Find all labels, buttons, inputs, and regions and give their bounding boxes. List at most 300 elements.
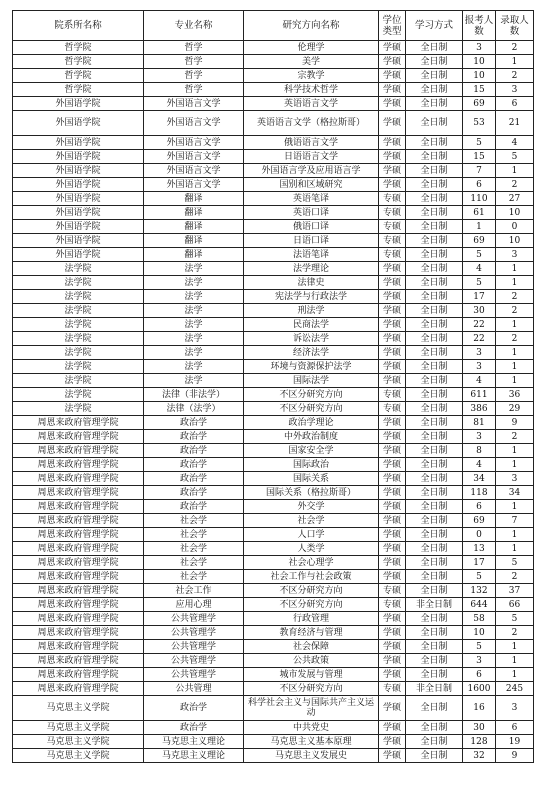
cell-department: 周恩来政府管理学院 xyxy=(13,682,144,696)
cell-applicants: 69 xyxy=(463,234,496,248)
cell-research-direction: 英语语言文学 xyxy=(244,97,379,111)
cell-major: 社会学 xyxy=(144,556,244,570)
cell-research-direction: 中外政治制度 xyxy=(244,430,379,444)
cell-research-direction: 经济法学 xyxy=(244,346,379,360)
table-row xyxy=(13,444,534,458)
cell-applicants: 128 xyxy=(463,735,496,749)
cell-applicants: 5 xyxy=(463,136,496,150)
table-row xyxy=(13,178,534,192)
cell-study-mode: 全日制 xyxy=(406,318,463,332)
cell-admitted: 2 xyxy=(496,41,534,55)
cell-major: 哲学 xyxy=(144,83,244,97)
cell-department: 周恩来政府管理学院 xyxy=(13,458,144,472)
table-row xyxy=(13,346,534,360)
cell-degree-type: 学硕 xyxy=(379,83,406,97)
cell-major: 公共管理学 xyxy=(144,668,244,682)
cell-applicants: 5 xyxy=(463,276,496,290)
cell-study-mode: 全日制 xyxy=(406,55,463,69)
cell-major: 马克思主义理论 xyxy=(144,749,244,763)
cell-admitted: 2 xyxy=(496,332,534,346)
cell-research-direction: 不区分研究方向 xyxy=(244,682,379,696)
cell-department: 外国语学院 xyxy=(13,248,144,262)
cell-applicants: 22 xyxy=(463,318,496,332)
cell-major: 法学 xyxy=(144,360,244,374)
cell-degree-type: 学硕 xyxy=(379,55,406,69)
cell-applicants: 4 xyxy=(463,262,496,276)
cell-degree-type: 学硕 xyxy=(379,749,406,763)
cell-applicants: 1600 xyxy=(463,682,496,696)
cell-applicants: 16 xyxy=(463,696,496,721)
cell-admitted: 1 xyxy=(496,458,534,472)
table-row xyxy=(13,472,534,486)
cell-major: 哲学 xyxy=(144,55,244,69)
table-row xyxy=(13,500,534,514)
cell-degree-type: 学硕 xyxy=(379,458,406,472)
cell-degree-type: 学硕 xyxy=(379,416,406,430)
cell-degree-type: 学硕 xyxy=(379,136,406,150)
cell-degree-type: 专硕 xyxy=(379,598,406,612)
table-row xyxy=(13,276,534,290)
cell-admitted: 1 xyxy=(496,640,534,654)
cell-admitted: 1 xyxy=(496,276,534,290)
header-row xyxy=(13,11,534,41)
cell-department: 周恩来政府管理学院 xyxy=(13,668,144,682)
cell-admitted: 1 xyxy=(496,55,534,69)
cell-degree-type: 学硕 xyxy=(379,304,406,318)
cell-study-mode: 全日制 xyxy=(406,69,463,83)
cell-applicants: 611 xyxy=(463,388,496,402)
cell-applicants: 6 xyxy=(463,178,496,192)
cell-major: 公共管理学 xyxy=(144,640,244,654)
cell-study-mode: 全日制 xyxy=(406,97,463,111)
cell-admitted: 1 xyxy=(496,262,534,276)
cell-applicants: 81 xyxy=(463,416,496,430)
cell-major: 公共管理 xyxy=(144,682,244,696)
cell-applicants: 10 xyxy=(463,626,496,640)
cell-applicants: 3 xyxy=(463,430,496,444)
cell-admitted: 1 xyxy=(496,668,534,682)
cell-degree-type: 学硕 xyxy=(379,696,406,721)
cell-major: 政治学 xyxy=(144,721,244,735)
cell-research-direction: 行政管理 xyxy=(244,612,379,626)
cell-admitted: 19 xyxy=(496,735,534,749)
cell-applicants: 5 xyxy=(463,640,496,654)
cell-department: 周恩来政府管理学院 xyxy=(13,500,144,514)
table-row xyxy=(13,332,534,346)
cell-department: 马克思主义学院 xyxy=(13,749,144,763)
table-row xyxy=(13,402,534,416)
cell-degree-type: 专硕 xyxy=(379,682,406,696)
cell-study-mode: 全日制 xyxy=(406,444,463,458)
cell-degree-type: 学硕 xyxy=(379,69,406,83)
cell-applicants: 15 xyxy=(463,150,496,164)
cell-degree-type: 学硕 xyxy=(379,374,406,388)
cell-degree-type: 学硕 xyxy=(379,640,406,654)
cell-research-direction: 中共党史 xyxy=(244,721,379,735)
cell-admitted: 2 xyxy=(496,290,534,304)
cell-applicants: 10 xyxy=(463,69,496,83)
cell-major: 公共管理学 xyxy=(144,654,244,668)
cell-research-direction: 科学社会主义与国际共产主义运动 xyxy=(244,696,379,721)
table-row xyxy=(13,304,534,318)
cell-applicants: 5 xyxy=(463,248,496,262)
cell-admitted: 27 xyxy=(496,192,534,206)
cell-research-direction: 国际政治 xyxy=(244,458,379,472)
cell-research-direction: 俄语口译 xyxy=(244,220,379,234)
cell-admitted: 9 xyxy=(496,749,534,763)
cell-department: 周恩来政府管理学院 xyxy=(13,542,144,556)
cell-admitted: 4 xyxy=(496,136,534,150)
table-row xyxy=(13,97,534,111)
table-row xyxy=(13,388,534,402)
cell-study-mode: 全日制 xyxy=(406,192,463,206)
header-study-mode: 学习方式 xyxy=(406,11,463,41)
cell-applicants: 34 xyxy=(463,472,496,486)
cell-study-mode: 全日制 xyxy=(406,178,463,192)
cell-study-mode: 全日制 xyxy=(406,276,463,290)
cell-applicants: 110 xyxy=(463,192,496,206)
cell-study-mode: 全日制 xyxy=(406,41,463,55)
cell-applicants: 3 xyxy=(463,346,496,360)
cell-applicants: 61 xyxy=(463,206,496,220)
cell-degree-type: 学硕 xyxy=(379,570,406,584)
cell-admitted: 1 xyxy=(496,360,534,374)
cell-research-direction: 国别和区域研究 xyxy=(244,178,379,192)
table-row xyxy=(13,598,534,612)
cell-degree-type: 学硕 xyxy=(379,612,406,626)
cell-admitted: 37 xyxy=(496,584,534,598)
cell-department: 法学院 xyxy=(13,276,144,290)
cell-applicants: 58 xyxy=(463,612,496,626)
cell-major: 法学 xyxy=(144,262,244,276)
cell-study-mode: 全日制 xyxy=(406,416,463,430)
cell-major: 社会学 xyxy=(144,528,244,542)
cell-admitted: 10 xyxy=(496,234,534,248)
cell-admitted: 1 xyxy=(496,654,534,668)
cell-department: 外国语学院 xyxy=(13,178,144,192)
cell-admitted: 5 xyxy=(496,556,534,570)
cell-research-direction: 民商法学 xyxy=(244,318,379,332)
cell-major: 哲学 xyxy=(144,69,244,83)
cell-research-direction: 马克思主义基本原理 xyxy=(244,735,379,749)
table-row xyxy=(13,612,534,626)
cell-department: 法学院 xyxy=(13,402,144,416)
cell-study-mode: 全日制 xyxy=(406,164,463,178)
admission-table xyxy=(12,10,534,763)
cell-admitted: 1 xyxy=(496,500,534,514)
cell-study-mode: 全日制 xyxy=(406,668,463,682)
table-row xyxy=(13,318,534,332)
cell-study-mode: 全日制 xyxy=(406,262,463,276)
table-row xyxy=(13,514,534,528)
cell-research-direction: 社会工作与社会政策 xyxy=(244,570,379,584)
cell-study-mode: 全日制 xyxy=(406,220,463,234)
cell-major: 法律（非法学） xyxy=(144,388,244,402)
cell-research-direction: 人类学 xyxy=(244,542,379,556)
cell-major: 外国语言文学 xyxy=(144,97,244,111)
cell-research-direction: 科学技术哲学 xyxy=(244,83,379,97)
table-row xyxy=(13,668,534,682)
cell-major: 法学 xyxy=(144,374,244,388)
cell-research-direction: 英语口译 xyxy=(244,206,379,220)
table-body xyxy=(13,41,534,763)
cell-admitted: 34 xyxy=(496,486,534,500)
cell-major: 翻译 xyxy=(144,192,244,206)
cell-admitted: 1 xyxy=(496,346,534,360)
cell-department: 哲学院 xyxy=(13,41,144,55)
table-row xyxy=(13,749,534,763)
table-row xyxy=(13,136,534,150)
cell-applicants: 6 xyxy=(463,500,496,514)
cell-study-mode: 全日制 xyxy=(406,570,463,584)
cell-study-mode: 全日制 xyxy=(406,136,463,150)
table-row xyxy=(13,248,534,262)
cell-degree-type: 专硕 xyxy=(379,192,406,206)
cell-degree-type: 学硕 xyxy=(379,164,406,178)
cell-degree-type: 学硕 xyxy=(379,430,406,444)
cell-study-mode: 全日制 xyxy=(406,556,463,570)
cell-admitted: 3 xyxy=(496,248,534,262)
cell-applicants: 30 xyxy=(463,304,496,318)
table-row xyxy=(13,55,534,69)
cell-degree-type: 学硕 xyxy=(379,472,406,486)
cell-major: 政治学 xyxy=(144,486,244,500)
table-row xyxy=(13,192,534,206)
cell-study-mode: 全日制 xyxy=(406,542,463,556)
cell-research-direction: 法语笔译 xyxy=(244,248,379,262)
cell-major: 政治学 xyxy=(144,430,244,444)
table-row xyxy=(13,69,534,83)
cell-admitted: 2 xyxy=(496,626,534,640)
cell-major: 社会学 xyxy=(144,514,244,528)
cell-research-direction: 国际法学 xyxy=(244,374,379,388)
cell-research-direction: 外国语言学及应用语言学 xyxy=(244,164,379,178)
cell-department: 周恩来政府管理学院 xyxy=(13,416,144,430)
cell-study-mode: 全日制 xyxy=(406,640,463,654)
cell-applicants: 3 xyxy=(463,654,496,668)
cell-study-mode: 全日制 xyxy=(406,749,463,763)
cell-degree-type: 学硕 xyxy=(379,528,406,542)
table-row xyxy=(13,374,534,388)
cell-study-mode: 全日制 xyxy=(406,374,463,388)
table-row xyxy=(13,41,534,55)
cell-research-direction: 日语口译 xyxy=(244,234,379,248)
cell-applicants: 69 xyxy=(463,97,496,111)
cell-study-mode: 非全日制 xyxy=(406,598,463,612)
cell-degree-type: 专硕 xyxy=(379,220,406,234)
cell-research-direction: 公共政策 xyxy=(244,654,379,668)
cell-major: 法学 xyxy=(144,290,244,304)
cell-research-direction: 国际关系 xyxy=(244,472,379,486)
cell-degree-type: 学硕 xyxy=(379,276,406,290)
table-row xyxy=(13,290,534,304)
cell-applicants: 3 xyxy=(463,360,496,374)
cell-department: 外国语学院 xyxy=(13,136,144,150)
cell-research-direction: 社会保障 xyxy=(244,640,379,654)
table-row xyxy=(13,360,534,374)
cell-admitted: 1 xyxy=(496,444,534,458)
cell-department: 法学院 xyxy=(13,304,144,318)
cell-major: 法学 xyxy=(144,318,244,332)
cell-department: 外国语学院 xyxy=(13,206,144,220)
cell-admitted: 5 xyxy=(496,612,534,626)
cell-admitted: 2 xyxy=(496,570,534,584)
cell-research-direction: 英语语言文学（格拉斯哥） xyxy=(244,111,379,136)
cell-admitted: 2 xyxy=(496,430,534,444)
cell-research-direction: 外交学 xyxy=(244,500,379,514)
cell-degree-type: 学硕 xyxy=(379,41,406,55)
table-row xyxy=(13,83,534,97)
cell-applicants: 53 xyxy=(463,111,496,136)
cell-major: 马克思主义理论 xyxy=(144,735,244,749)
cell-admitted: 3 xyxy=(496,696,534,721)
cell-research-direction: 教育经济与管理 xyxy=(244,626,379,640)
cell-applicants: 644 xyxy=(463,598,496,612)
table-row xyxy=(13,234,534,248)
cell-major: 法律（法学） xyxy=(144,402,244,416)
cell-applicants: 4 xyxy=(463,374,496,388)
cell-admitted: 245 xyxy=(496,682,534,696)
cell-admitted: 1 xyxy=(496,542,534,556)
cell-department: 外国语学院 xyxy=(13,97,144,111)
cell-degree-type: 学硕 xyxy=(379,514,406,528)
cell-major: 政治学 xyxy=(144,444,244,458)
cell-research-direction: 法律史 xyxy=(244,276,379,290)
table-row xyxy=(13,721,534,735)
cell-degree-type: 学硕 xyxy=(379,290,406,304)
table-row xyxy=(13,262,534,276)
cell-admitted: 10 xyxy=(496,206,534,220)
cell-department: 周恩来政府管理学院 xyxy=(13,612,144,626)
table-row xyxy=(13,570,534,584)
cell-degree-type: 专硕 xyxy=(379,206,406,220)
cell-department: 法学院 xyxy=(13,346,144,360)
cell-research-direction: 政治学理论 xyxy=(244,416,379,430)
cell-admitted: 0 xyxy=(496,220,534,234)
cell-research-direction: 法学理论 xyxy=(244,262,379,276)
cell-degree-type: 学硕 xyxy=(379,486,406,500)
table-row xyxy=(13,696,534,721)
table-row xyxy=(13,164,534,178)
cell-research-direction: 不区分研究方向 xyxy=(244,402,379,416)
header-admitted: 录取人数 xyxy=(496,11,534,41)
cell-study-mode: 全日制 xyxy=(406,83,463,97)
cell-applicants: 17 xyxy=(463,290,496,304)
cell-study-mode: 全日制 xyxy=(406,514,463,528)
cell-study-mode: 全日制 xyxy=(406,234,463,248)
cell-study-mode: 全日制 xyxy=(406,654,463,668)
cell-department: 外国语学院 xyxy=(13,111,144,136)
cell-degree-type: 学硕 xyxy=(379,360,406,374)
cell-applicants: 1 xyxy=(463,220,496,234)
cell-admitted: 21 xyxy=(496,111,534,136)
cell-study-mode: 非全日制 xyxy=(406,682,463,696)
cell-department: 马克思主义学院 xyxy=(13,696,144,721)
cell-department: 外国语学院 xyxy=(13,220,144,234)
cell-research-direction: 社会心理学 xyxy=(244,556,379,570)
cell-admitted: 66 xyxy=(496,598,534,612)
cell-major: 社会学 xyxy=(144,570,244,584)
cell-department: 周恩来政府管理学院 xyxy=(13,584,144,598)
cell-degree-type: 学硕 xyxy=(379,542,406,556)
cell-research-direction: 环境与资源保护法学 xyxy=(244,360,379,374)
cell-study-mode: 全日制 xyxy=(406,402,463,416)
cell-degree-type: 学硕 xyxy=(379,626,406,640)
cell-research-direction: 日语语言文学 xyxy=(244,150,379,164)
cell-department: 法学院 xyxy=(13,332,144,346)
table-row xyxy=(13,626,534,640)
cell-applicants: 17 xyxy=(463,556,496,570)
cell-applicants: 22 xyxy=(463,332,496,346)
cell-degree-type: 学硕 xyxy=(379,654,406,668)
cell-applicants: 10 xyxy=(463,55,496,69)
cell-department: 周恩来政府管理学院 xyxy=(13,444,144,458)
cell-degree-type: 专硕 xyxy=(379,248,406,262)
cell-applicants: 30 xyxy=(463,721,496,735)
cell-applicants: 69 xyxy=(463,514,496,528)
cell-major: 翻译 xyxy=(144,220,244,234)
cell-research-direction: 俄语语言文学 xyxy=(244,136,379,150)
cell-degree-type: 学硕 xyxy=(379,735,406,749)
cell-admitted: 9 xyxy=(496,416,534,430)
cell-degree-type: 学硕 xyxy=(379,97,406,111)
cell-applicants: 386 xyxy=(463,402,496,416)
cell-major: 政治学 xyxy=(144,472,244,486)
cell-department: 周恩来政府管理学院 xyxy=(13,430,144,444)
cell-research-direction: 宗教学 xyxy=(244,69,379,83)
cell-study-mode: 全日制 xyxy=(406,360,463,374)
cell-department: 哲学院 xyxy=(13,55,144,69)
cell-degree-type: 学硕 xyxy=(379,111,406,136)
cell-department: 法学院 xyxy=(13,374,144,388)
cell-department: 哲学院 xyxy=(13,69,144,83)
cell-degree-type: 学硕 xyxy=(379,556,406,570)
header-applicants: 报考人数 xyxy=(463,11,496,41)
cell-degree-type: 学硕 xyxy=(379,178,406,192)
cell-department: 周恩来政府管理学院 xyxy=(13,472,144,486)
cell-department: 周恩来政府管理学院 xyxy=(13,514,144,528)
cell-degree-type: 学硕 xyxy=(379,721,406,735)
cell-study-mode: 全日制 xyxy=(406,290,463,304)
cell-department: 周恩来政府管理学院 xyxy=(13,570,144,584)
cell-major: 法学 xyxy=(144,276,244,290)
table-row xyxy=(13,430,534,444)
cell-study-mode: 全日制 xyxy=(406,248,463,262)
cell-research-direction: 马克思主义发展史 xyxy=(244,749,379,763)
cell-admitted: 6 xyxy=(496,97,534,111)
cell-applicants: 4 xyxy=(463,458,496,472)
cell-research-direction: 美学 xyxy=(244,55,379,69)
table-row xyxy=(13,528,534,542)
cell-applicants: 0 xyxy=(463,528,496,542)
cell-department: 外国语学院 xyxy=(13,164,144,178)
cell-admitted: 1 xyxy=(496,528,534,542)
cell-degree-type: 学硕 xyxy=(379,332,406,346)
cell-study-mode: 全日制 xyxy=(406,206,463,220)
cell-major: 公共管理学 xyxy=(144,612,244,626)
cell-research-direction: 英语笔译 xyxy=(244,192,379,206)
cell-degree-type: 学硕 xyxy=(379,500,406,514)
cell-department: 法学院 xyxy=(13,388,144,402)
cell-major: 翻译 xyxy=(144,234,244,248)
cell-major: 外国语言文学 xyxy=(144,136,244,150)
cell-major: 外国语言文学 xyxy=(144,111,244,136)
cell-department: 外国语学院 xyxy=(13,192,144,206)
cell-applicants: 5 xyxy=(463,570,496,584)
cell-department: 法学院 xyxy=(13,290,144,304)
table-row xyxy=(13,486,534,500)
cell-major: 政治学 xyxy=(144,696,244,721)
